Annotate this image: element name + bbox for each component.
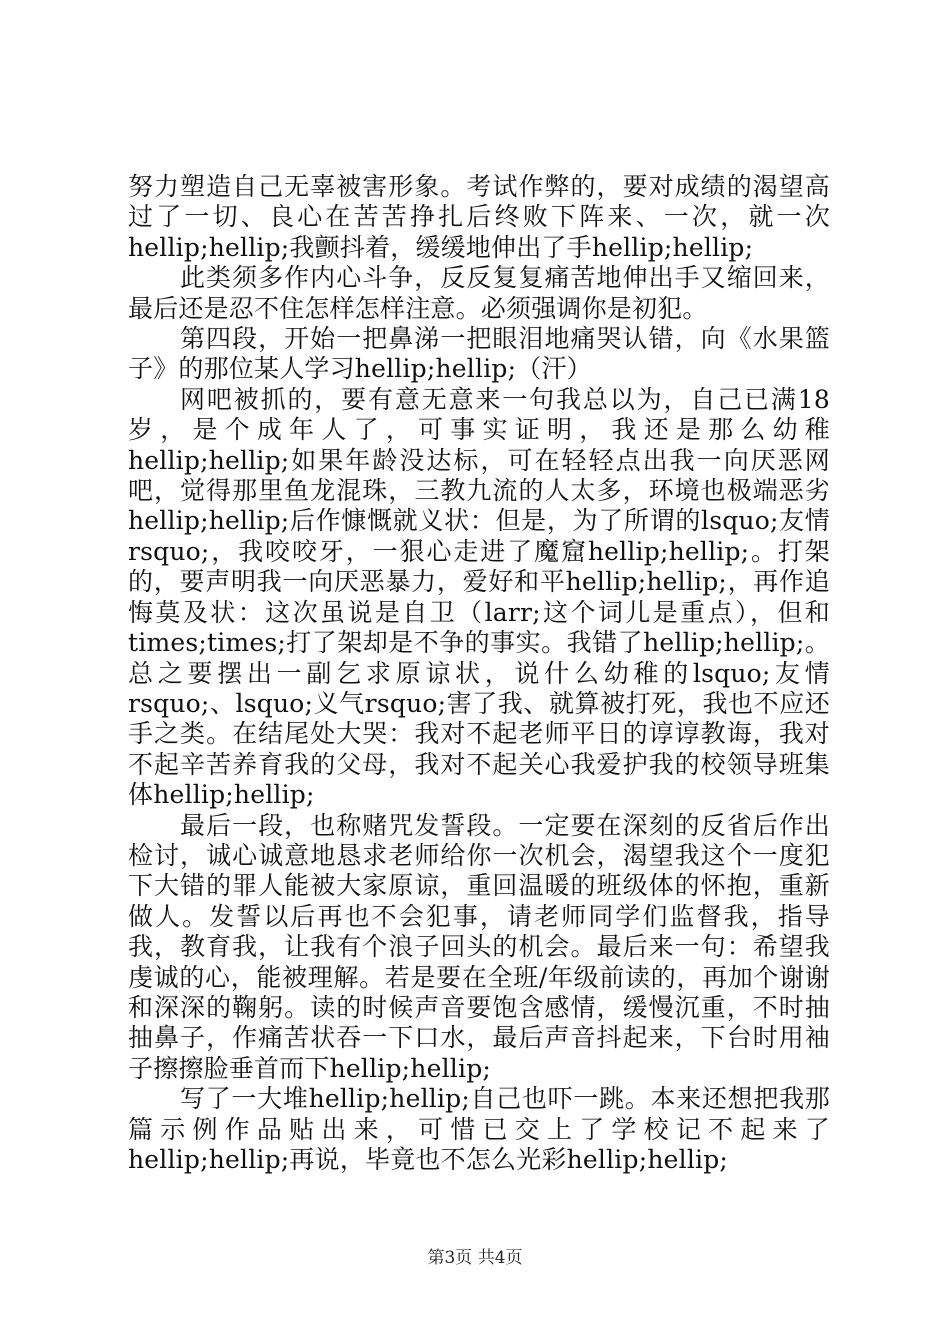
paragraph-5: 最后一段，也称赌咒发誓段。一定要在深刻的反省后作出检讨，诚心诚意地恳求老师给你一次机会，渴望我这个一度犯下大错的罪人能被大家原谅，重回温暖的班级体的怀抱，重新做人。发誓以后再也不会犯事，请老师同学们监督我，指导我，教育我，让我有个浪子回头的机会。最后来一句：希望我虔诚的心，能被理解。若是要在全班/年级前读的，再加个谢谢和深深的鞠躬。读的时候声音要饱含感情，缓慢沉重，不时抽抽鼻子，作痛苦状吞一下口水，最后声音抖起来，下台时用袖子擦擦脸垂首而下hellip;hellip; — [128, 810, 830, 1083]
document-body — [128, 172, 830, 1175]
paragraph-2: 此类须多作内心斗争，反反复复痛苦地伸出手又缩回来，最后还是忍不住怎样怎样注意。必须强调你是初犯。 — [128, 263, 830, 323]
paragraph-4: 网吧被抓的，要有意无意来一句我总以为，自己已满18岁，是个成年人了，可事实证明，我还是那么幼稚hellip;hellip;如果年龄没达标，可在轻轻点出我一向厌恶网吧，觉得那里鱼龙混珠，三教九流的人太多，环境也极端恶劣hellip;hellip;后作慷慨就义状：但是，为了所谓的lsquo;友情rsquo;，我咬咬牙，一狠心走进了魔窟hellip;hellip;。打架的，要声明我一向厌恶暴力，爱好和平hellip;hellip;，再作追悔莫及状：这次虽说是自卫（larr;这个词儿是重点），但和times;times;打了架却是不争的事实。我错了hellip;hellip;。总之要摆出一副乞求原谅状，说什么幼稚的lsquo;友情rsquo;、lsquo;义气rsquo;害了我、就算被打死，我也不应还手之类。在结尾处大哭：我对不起老师平日的谆谆教诲，我对不起辛苦养育我的父母，我对不起关心我爱护我的校领导班集体hellip;hellip; — [128, 384, 830, 810]
paragraph-3: 第四段，开始一把鼻涕一把眼泪地痛哭认错，向《水果篮子》的那位某人学习hellip;hellip;（汗） — [128, 324, 830, 384]
paragraph-6: 写了一大堆hellip;hellip;自己也吓一跳。本来还想把我那篇示例作品贴出来，可惜已交上了学校记不起来了hellip;hellip;再说，毕竟也不怎么光彩hellip;hellip; — [128, 1084, 830, 1174]
paragraph-1: 努力塑造自己无辜被害形象。考试作弊的，要对成绩的渴望高过了一切、良心在苦苦挣扎后终败下阵来、一次，就一次hellip;hellip;我颤抖着，缓缓地伸出了手hellip;hellip; — [128, 172, 830, 262]
page-number-footer: 第3页 共4页 — [427, 1248, 523, 1268]
